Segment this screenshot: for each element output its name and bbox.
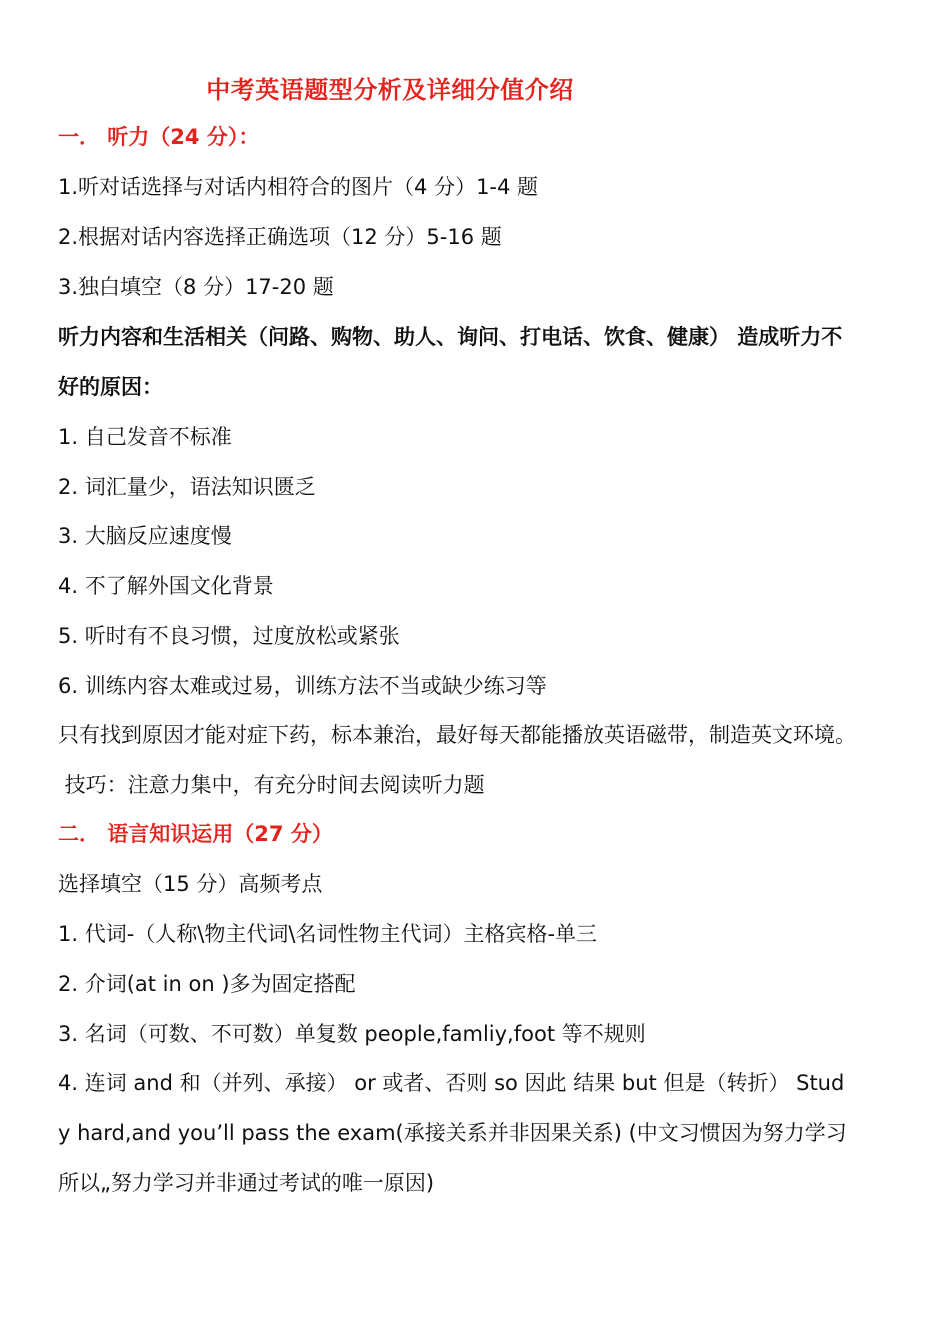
- listening-item: 1.听对话选择与对话内相符合的图片（4 分）1-4 题: [58, 175, 539, 199]
- point-item: y hard,and you’ll pass the exam(承接关系并非因果关系) (中文习惯因为努力学习: [58, 1121, 847, 1145]
- section-heading-language: 二． 语言知识运用（27 分）: [58, 822, 333, 846]
- point-item: 3. 名词（可数、不可数）单复数 people,famliy,foot 等不规则: [58, 1022, 646, 1046]
- listening-note-line: 好的原因：: [58, 375, 163, 399]
- reason-item: 2. 词汇量少，语法知识匮乏: [58, 475, 316, 499]
- subsection-title: 选择填空（15 分）高频考点: [58, 872, 323, 896]
- reason-item: 1. 自己发音不标准: [58, 425, 232, 449]
- reason-item: 4. 不了解外国文化背景: [58, 574, 274, 598]
- listening-item: 2.根据对话内容选择正确选项（12 分）5-16 题: [58, 225, 502, 249]
- point-item: 4. 连词 and 和（并列、承接） or 或者、否则 so 因此 结果 but 但是（转折） Stud: [58, 1071, 845, 1095]
- reason-item: 5. 听时有不良习惯，过度放松或紧张: [58, 624, 400, 648]
- reason-item: 6. 训练内容太难或过易，训练方法不当或缺少练习等: [58, 674, 547, 698]
- document-title: 中考英语题型分析及详细分值介绍: [206, 76, 574, 104]
- listening-note-line: 听力内容和生活相关（问路、购物、助人、询问、打电话、饮食、健康） 造成听力不: [58, 325, 843, 349]
- tip-text: 技巧：注意力集中，有充分时间去阅读听力题: [58, 773, 485, 797]
- section-heading-listening: 一． 听力（24 分）：: [58, 125, 260, 149]
- advice-text: 只有找到原因才能对症下药，标本兼治，最好每天都能播放英语磁带，制造英文环境。: [58, 723, 856, 747]
- point-item: 1. 代词-（人称\物主代词\名词性物主代词）主格宾格-单三: [58, 922, 598, 946]
- listening-item: 3.独白填空（8 分）17-20 题: [58, 275, 334, 299]
- point-item: 2. 介词(at in on )多为固定搭配: [58, 972, 356, 996]
- point-item: 所以„努力学习并非通过考试的唯一原因): [58, 1171, 435, 1195]
- reason-item: 3. 大脑反应速度慢: [58, 524, 232, 548]
